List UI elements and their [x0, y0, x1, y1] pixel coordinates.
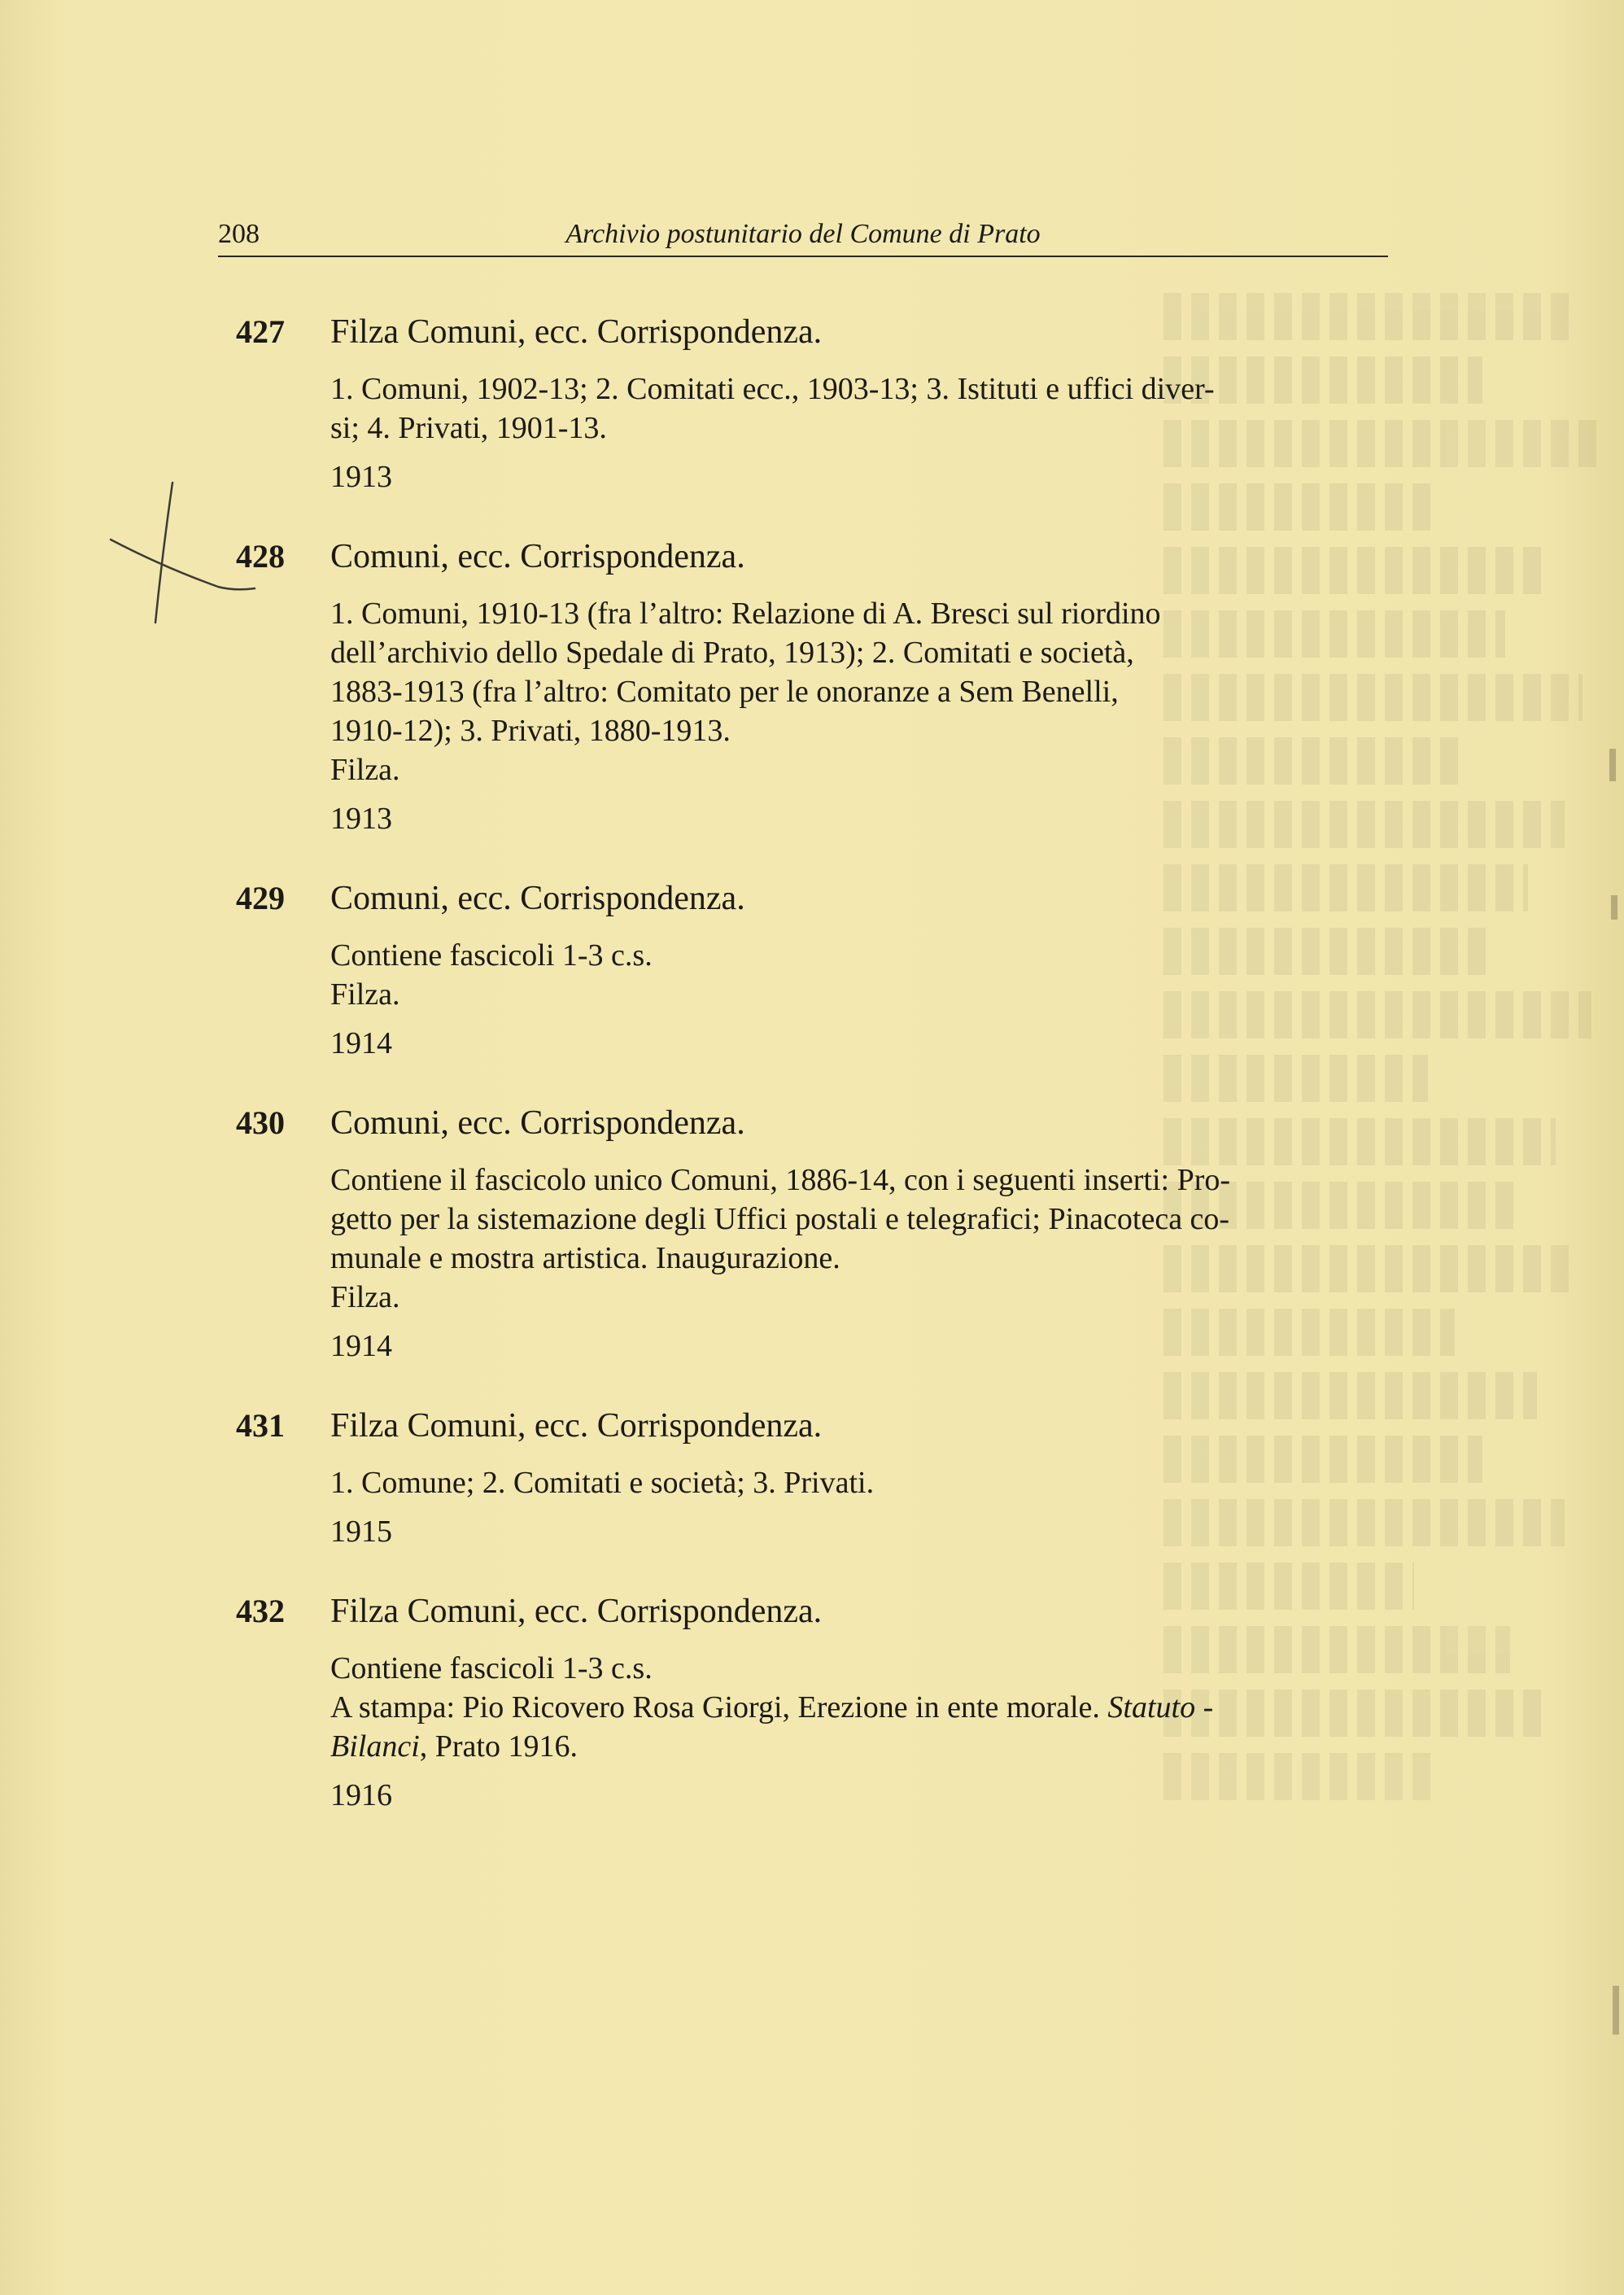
entry-line: getto per la sistemazione degli Uffici postali e telegrafici; Pinacoteca co-: [330, 1202, 1230, 1236]
entry-year: 1914: [330, 1329, 392, 1363]
entry-title: Filza Comuni, ecc. Corrispondenza.: [330, 1407, 823, 1445]
entry-description: [330, 369, 1356, 448]
entry-list: [218, 308, 1390, 1815]
entry-429: [218, 874, 1390, 1063]
entry-line: Filza.: [330, 977, 400, 1012]
running-title: Archivio postunitario del Comune di Prato: [565, 219, 1041, 249]
entry-year: 1913: [330, 802, 392, 836]
edge-mark: [1609, 749, 1616, 781]
entry-number: 429: [236, 880, 285, 916]
entry-description: [330, 1463, 1356, 1502]
entry-number: 428: [236, 538, 285, 575]
entry-line: 1883-1913 (fra l’altro: Comitato per le onoranze a Sem Benelli,: [330, 675, 1119, 709]
entry-number: 430: [236, 1104, 285, 1141]
stampa-line: [330, 1688, 1356, 1727]
entry-description: [330, 1649, 1356, 1766]
entry-line: 1. Comune; 2. Comitati e società; 3. Privati.: [330, 1466, 875, 1500]
entry-line: Contiene il fascicolo unico Comuni, 1886-14, con i seguenti inserti: Pro-: [330, 1163, 1231, 1197]
entry-line: Filza.: [330, 753, 400, 787]
stampa-title-italic: Statuto -: [1107, 1690, 1214, 1725]
entry-title: Comuni, ecc. Corrispondenza.: [330, 880, 745, 917]
entry-line: 1. Comuni, 1902-13; 2. Comitati ecc., 1903-13; 3. Istituti e uffici diver-: [330, 372, 1215, 406]
entry-year: 1913: [330, 460, 392, 494]
entry-title: Filza Comuni, ecc. Corrispondenza.: [330, 1593, 823, 1630]
stampa-title-italic: Bilanci: [330, 1729, 420, 1764]
entry-year: 1914: [330, 1026, 392, 1060]
entry-description: [330, 936, 1356, 1014]
entry-line: munale e mostra artistica. Inaugurazione.: [330, 1241, 840, 1275]
entry-line: 1910-12); 3. Privati, 1880-1913.: [330, 714, 731, 748]
entry-year: 1915: [330, 1515, 392, 1549]
entry-line: Filza.: [330, 1280, 400, 1314]
entry-427: [218, 308, 1390, 496]
page-number: 208: [218, 219, 260, 249]
entry-number: 432: [236, 1593, 285, 1629]
stampa-prefix: A stampa: Pio Ricovero Rosa Giorgi, Erezione in ente morale.: [330, 1690, 1108, 1725]
entry-title: Filza Comuni, ecc. Corrispondenza.: [330, 313, 823, 351]
entry-428: [218, 532, 1390, 838]
stampa-line: [330, 1727, 1356, 1766]
entry-line: Contiene fascicoli 1-3 c.s.: [330, 938, 653, 973]
edge-mark: [1611, 895, 1617, 920]
edge-mark: [1613, 1986, 1619, 2035]
entry-description: [330, 594, 1356, 789]
stampa-suffix: , Prato 1916.: [419, 1729, 578, 1764]
entry-description: [330, 1161, 1356, 1317]
entry-line: dell’archivio dello Spedale di Prato, 1913); 2. Comitati e società,: [330, 636, 1134, 670]
entry-430: [218, 1099, 1390, 1366]
entry-number: 431: [236, 1407, 285, 1444]
page-header: [218, 215, 1388, 257]
entry-number: 427: [236, 313, 285, 350]
entry-431: [218, 1401, 1390, 1551]
entry-line: 1. Comuni, 1910-13 (fra l’altro: Relazione di A. Bresci sul riordino: [330, 597, 1161, 631]
entry-title: Comuni, ecc. Corrispondenza.: [330, 1104, 745, 1142]
entry-line: Contiene fascicoli 1-3 c.s.: [330, 1651, 653, 1685]
entry-line: si; 4. Privati, 1901-13.: [330, 411, 607, 445]
entry-title: Comuni, ecc. Corrispondenza.: [330, 538, 745, 575]
entry-432: [218, 1587, 1390, 1815]
entry-year: 1916: [330, 1778, 392, 1812]
